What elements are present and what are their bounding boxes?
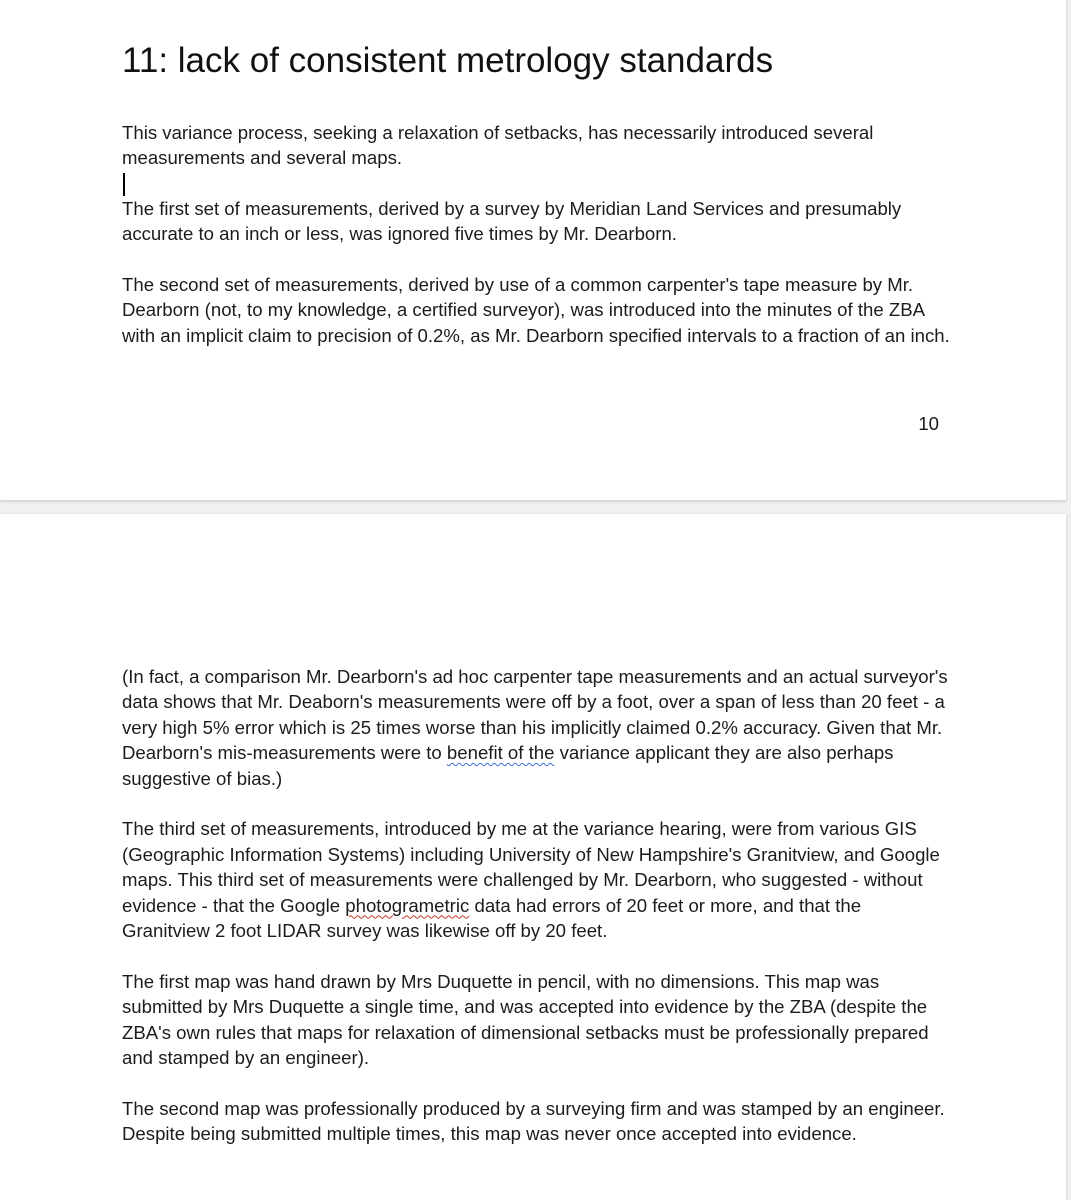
paragraph-comparison-text-b: variance applicant they are also perhaps suggestive of bias.) [122, 742, 894, 789]
paragraph-comparison-text-a: (In fact, a comparison Mr. Dearborn's ad hoc carpenter tape measurements and an actual surveyor's data shows that Mr. Deaborn's measurements were off by a foot, over a span of less than 20 feet - a very high 5% error which is 25 times worse than his implicitly claimed 0.2% accuracy. Given that Mr. Dearborn's mis-measurements were to [122, 666, 948, 764]
document-page-11[interactable] [0, 514, 1066, 1200]
document-page-10[interactable] [0, 0, 1066, 500]
paragraph-second-map: The second map was professionally produced by a surveying firm and was stamped by an engineer. Despite being submitted multiple times, this map was never once accepted into evidence. [122, 1097, 945, 1145]
paragraph-first-measurements: The first set of measurements, derived by a survey by Meridian Land Services and presumably accurate to an inch or less, was ignored five times by Mr. Dearborn. [122, 197, 902, 245]
section-heading: 11: lack of consistent metrology standards [122, 41, 774, 80]
text-cursor [123, 173, 125, 196]
paragraph-third-measurements [122, 816, 952, 943]
paragraph-third-text-a: The third set of measurements, introduced by me at the variance hearing, were from various GIS (Geographic Information Systems) including University of New Hampshire's Granitview, and Google maps. This third set of measurements were challenged by Mr. Dearborn, who suggested - without evidence - that the Google [122, 818, 940, 916]
grammar-flagged-phrase[interactable]: benefit of the [446, 742, 555, 764]
page2-body[interactable] [122, 664, 952, 1147]
spellcheck-flagged-word[interactable]: photogrametric [345, 894, 470, 916]
paragraph-second-measurements: The second set of measurements, derived by use of a common carpenter's tape measure by Mr. Dearborn (not, to my knowledge, a certified surveyor), was introduced into the minutes of the ZBA with an implicit claim to precision of 0.2%, as Mr. Dearborn specified intervals to a fraction of an inch. [122, 274, 950, 346]
paragraph-first-map: The first map was hand drawn by Mrs Duquette in pencil, with no dimensions. This map was submitted by Mrs Duquette a single time, and was accepted into evidence by the ZBA (despite the ZBA's own rules that maps for relaxation of dimensional setbacks must be professionally prepared and stamped by an engineer). [122, 970, 929, 1069]
page-number: 10 [918, 413, 939, 434]
page1-body[interactable] [122, 120, 952, 348]
paragraph-third-text-b: data had errors of 20 feet or more, and that the Granitview 2 foot LIDAR survey was likewise off by 20 feet. [122, 894, 862, 942]
paragraph-variance-process: This variance process, seeking a relaxation of setbacks, has necessarily introduced several measurements and several maps. [122, 122, 874, 169]
paragraph-comparison [122, 664, 952, 791]
